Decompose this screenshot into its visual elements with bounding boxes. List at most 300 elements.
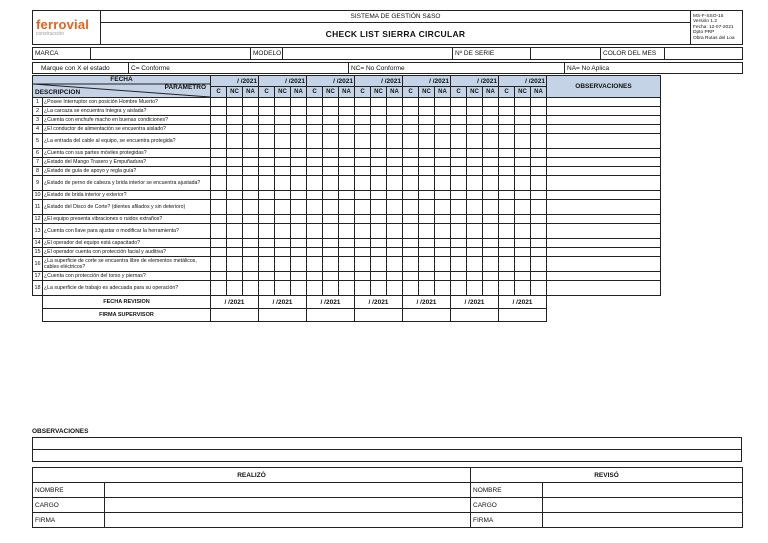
check-cell[interactable] (387, 98, 403, 107)
check-cell[interactable] (483, 125, 499, 134)
check-cell[interactable] (355, 134, 371, 149)
check-cell[interactable] (259, 107, 275, 116)
check-cell[interactable] (499, 158, 515, 167)
check-cell[interactable] (531, 272, 547, 281)
check-cell[interactable] (307, 167, 323, 176)
check-cell[interactable] (227, 257, 243, 272)
check-cell[interactable] (483, 134, 499, 149)
check-cell[interactable] (323, 167, 339, 176)
check-cell[interactable] (259, 257, 275, 272)
check-cell[interactable] (291, 107, 307, 116)
revision-date-cell[interactable]: / /2021 (451, 296, 499, 309)
check-cell[interactable] (355, 167, 371, 176)
check-cell[interactable] (451, 158, 467, 167)
check-cell[interactable] (371, 224, 387, 239)
observation-cell[interactable] (547, 176, 661, 191)
check-cell[interactable] (467, 257, 483, 272)
check-cell[interactable] (531, 116, 547, 125)
check-cell[interactable] (403, 98, 419, 107)
check-cell[interactable] (387, 125, 403, 134)
check-cell[interactable] (259, 281, 275, 296)
check-cell[interactable] (483, 98, 499, 107)
check-cell[interactable] (339, 107, 355, 116)
check-cell[interactable] (291, 116, 307, 125)
check-cell[interactable] (419, 107, 435, 116)
check-cell[interactable] (227, 125, 243, 134)
revision-date-cell[interactable]: / /2021 (403, 296, 451, 309)
check-cell[interactable] (435, 158, 451, 167)
check-cell[interactable] (259, 149, 275, 158)
check-cell[interactable] (339, 239, 355, 248)
check-cell[interactable] (355, 272, 371, 281)
check-cell[interactable] (291, 134, 307, 149)
check-cell[interactable] (355, 158, 371, 167)
check-cell[interactable] (419, 176, 435, 191)
check-cell[interactable] (227, 158, 243, 167)
supervisor-signature-cell[interactable] (403, 309, 451, 322)
check-cell[interactable] (291, 125, 307, 134)
reviso-firma-field[interactable] (543, 513, 743, 528)
check-cell[interactable] (403, 167, 419, 176)
check-cell[interactable] (243, 200, 259, 215)
check-cell[interactable] (275, 149, 291, 158)
check-cell[interactable] (243, 158, 259, 167)
check-cell[interactable] (435, 200, 451, 215)
check-cell[interactable] (307, 257, 323, 272)
check-cell[interactable] (419, 191, 435, 200)
check-cell[interactable] (275, 116, 291, 125)
check-cell[interactable] (275, 107, 291, 116)
check-cell[interactable] (227, 98, 243, 107)
check-cell[interactable] (323, 215, 339, 224)
check-cell[interactable] (499, 98, 515, 107)
observation-cell[interactable] (547, 125, 661, 134)
check-cell[interactable] (339, 98, 355, 107)
check-cell[interactable] (499, 134, 515, 149)
check-cell[interactable] (259, 116, 275, 125)
check-cell[interactable] (483, 116, 499, 125)
check-cell[interactable] (483, 176, 499, 191)
check-cell[interactable] (451, 248, 467, 257)
check-cell[interactable] (419, 272, 435, 281)
check-cell[interactable] (435, 215, 451, 224)
check-cell[interactable] (515, 167, 531, 176)
check-cell[interactable] (227, 116, 243, 125)
check-cell[interactable] (275, 134, 291, 149)
check-cell[interactable] (339, 116, 355, 125)
check-cell[interactable] (371, 116, 387, 125)
check-cell[interactable] (499, 176, 515, 191)
check-cell[interactable] (419, 149, 435, 158)
check-cell[interactable] (371, 248, 387, 257)
check-cell[interactable] (307, 272, 323, 281)
check-cell[interactable] (259, 158, 275, 167)
observation-cell[interactable] (547, 149, 661, 158)
check-cell[interactable] (531, 98, 547, 107)
check-cell[interactable] (323, 257, 339, 272)
check-cell[interactable] (227, 200, 243, 215)
check-cell[interactable] (211, 215, 227, 224)
check-cell[interactable] (499, 224, 515, 239)
check-cell[interactable] (243, 134, 259, 149)
check-cell[interactable] (387, 272, 403, 281)
check-cell[interactable] (451, 257, 467, 272)
serie-field[interactable] (531, 48, 601, 60)
check-cell[interactable] (243, 116, 259, 125)
check-cell[interactable] (387, 167, 403, 176)
observation-cell[interactable] (547, 167, 661, 176)
check-cell[interactable] (467, 149, 483, 158)
check-cell[interactable] (243, 224, 259, 239)
check-cell[interactable] (323, 191, 339, 200)
check-cell[interactable] (387, 239, 403, 248)
check-cell[interactable] (451, 116, 467, 125)
check-cell[interactable] (291, 239, 307, 248)
check-cell[interactable] (371, 149, 387, 158)
check-cell[interactable] (371, 107, 387, 116)
realizo-nombre-field[interactable] (105, 483, 471, 498)
check-cell[interactable] (419, 239, 435, 248)
check-cell[interactable] (355, 224, 371, 239)
check-cell[interactable] (499, 191, 515, 200)
check-cell[interactable] (323, 107, 339, 116)
check-cell[interactable] (323, 116, 339, 125)
check-cell[interactable] (275, 158, 291, 167)
check-cell[interactable] (419, 281, 435, 296)
check-cell[interactable] (403, 200, 419, 215)
check-cell[interactable] (419, 248, 435, 257)
check-cell[interactable] (259, 134, 275, 149)
check-cell[interactable] (435, 134, 451, 149)
check-cell[interactable] (435, 239, 451, 248)
check-cell[interactable] (403, 149, 419, 158)
check-cell[interactable] (515, 158, 531, 167)
check-cell[interactable] (323, 149, 339, 158)
check-cell[interactable] (227, 191, 243, 200)
check-cell[interactable] (467, 281, 483, 296)
check-cell[interactable] (291, 158, 307, 167)
check-cell[interactable] (499, 257, 515, 272)
check-cell[interactable] (243, 248, 259, 257)
check-cell[interactable] (403, 281, 419, 296)
check-cell[interactable] (211, 167, 227, 176)
check-cell[interactable] (243, 272, 259, 281)
observation-cell[interactable] (547, 158, 661, 167)
check-cell[interactable] (275, 239, 291, 248)
check-cell[interactable] (307, 149, 323, 158)
check-cell[interactable] (467, 107, 483, 116)
check-cell[interactable] (467, 224, 483, 239)
check-cell[interactable] (483, 215, 499, 224)
check-cell[interactable] (211, 239, 227, 248)
check-cell[interactable] (371, 215, 387, 224)
check-cell[interactable] (323, 200, 339, 215)
check-cell[interactable] (275, 98, 291, 107)
check-cell[interactable] (275, 191, 291, 200)
check-cell[interactable] (371, 281, 387, 296)
check-cell[interactable] (531, 257, 547, 272)
check-cell[interactable] (291, 281, 307, 296)
check-cell[interactable] (355, 239, 371, 248)
reviso-cargo-field[interactable] (543, 498, 743, 513)
check-cell[interactable] (355, 116, 371, 125)
check-cell[interactable] (387, 257, 403, 272)
supervisor-signature-cell[interactable] (211, 309, 259, 322)
check-cell[interactable] (419, 215, 435, 224)
check-cell[interactable] (307, 176, 323, 191)
check-cell[interactable] (451, 107, 467, 116)
check-cell[interactable] (355, 248, 371, 257)
observation-cell[interactable] (547, 257, 661, 272)
check-cell[interactable] (291, 191, 307, 200)
check-cell[interactable] (323, 248, 339, 257)
check-cell[interactable] (243, 107, 259, 116)
check-cell[interactable] (403, 215, 419, 224)
check-cell[interactable] (371, 98, 387, 107)
check-cell[interactable] (531, 134, 547, 149)
check-cell[interactable] (211, 200, 227, 215)
check-cell[interactable] (435, 125, 451, 134)
check-cell[interactable] (419, 200, 435, 215)
check-cell[interactable] (211, 281, 227, 296)
check-cell[interactable] (515, 248, 531, 257)
check-cell[interactable] (499, 149, 515, 158)
check-cell[interactable] (339, 191, 355, 200)
check-cell[interactable] (403, 239, 419, 248)
check-cell[interactable] (243, 191, 259, 200)
observation-cell[interactable] (547, 281, 661, 296)
check-cell[interactable] (307, 281, 323, 296)
check-cell[interactable] (499, 272, 515, 281)
check-cell[interactable] (211, 125, 227, 134)
check-cell[interactable] (307, 191, 323, 200)
observation-cell[interactable] (547, 191, 661, 200)
check-cell[interactable] (515, 200, 531, 215)
check-cell[interactable] (227, 134, 243, 149)
check-cell[interactable] (499, 239, 515, 248)
check-cell[interactable] (307, 158, 323, 167)
check-cell[interactable] (323, 272, 339, 281)
check-cell[interactable] (403, 191, 419, 200)
check-cell[interactable] (211, 191, 227, 200)
check-cell[interactable] (323, 125, 339, 134)
check-cell[interactable] (499, 125, 515, 134)
check-cell[interactable] (275, 281, 291, 296)
check-cell[interactable] (483, 239, 499, 248)
check-cell[interactable] (275, 272, 291, 281)
check-cell[interactable] (499, 116, 515, 125)
check-cell[interactable] (275, 200, 291, 215)
check-cell[interactable] (259, 191, 275, 200)
check-cell[interactable] (483, 107, 499, 116)
check-cell[interactable] (211, 107, 227, 116)
check-cell[interactable] (307, 239, 323, 248)
check-cell[interactable] (339, 149, 355, 158)
check-cell[interactable] (323, 134, 339, 149)
check-cell[interactable] (483, 191, 499, 200)
check-cell[interactable] (531, 149, 547, 158)
check-cell[interactable] (531, 125, 547, 134)
check-cell[interactable] (515, 281, 531, 296)
check-cell[interactable] (467, 134, 483, 149)
check-cell[interactable] (307, 116, 323, 125)
check-cell[interactable] (403, 272, 419, 281)
check-cell[interactable] (339, 158, 355, 167)
check-cell[interactable] (403, 134, 419, 149)
check-cell[interactable] (339, 125, 355, 134)
check-cell[interactable] (307, 107, 323, 116)
check-cell[interactable] (451, 239, 467, 248)
check-cell[interactable] (243, 125, 259, 134)
check-cell[interactable] (355, 281, 371, 296)
check-cell[interactable] (355, 191, 371, 200)
observation-cell[interactable] (547, 215, 661, 224)
check-cell[interactable] (467, 176, 483, 191)
check-cell[interactable] (371, 176, 387, 191)
check-cell[interactable] (467, 116, 483, 125)
check-cell[interactable] (387, 248, 403, 257)
check-cell[interactable] (339, 134, 355, 149)
supervisor-signature-cell[interactable] (307, 309, 355, 322)
check-cell[interactable] (371, 239, 387, 248)
check-cell[interactable] (467, 158, 483, 167)
check-cell[interactable] (227, 107, 243, 116)
check-cell[interactable] (435, 248, 451, 257)
check-cell[interactable] (515, 176, 531, 191)
check-cell[interactable] (259, 224, 275, 239)
check-cell[interactable] (451, 224, 467, 239)
check-cell[interactable] (323, 239, 339, 248)
check-cell[interactable] (243, 281, 259, 296)
check-cell[interactable] (259, 239, 275, 248)
check-cell[interactable] (307, 215, 323, 224)
check-cell[interactable] (371, 200, 387, 215)
realizo-firma-field[interactable] (105, 513, 471, 528)
observation-cell[interactable] (547, 200, 661, 215)
check-cell[interactable] (291, 224, 307, 239)
check-cell[interactable] (451, 167, 467, 176)
check-cell[interactable] (323, 176, 339, 191)
observation-cell[interactable] (547, 248, 661, 257)
check-cell[interactable] (483, 224, 499, 239)
revision-date-cell[interactable]: / /2021 (355, 296, 403, 309)
check-cell[interactable] (467, 215, 483, 224)
revision-date-cell[interactable]: / /2021 (499, 296, 547, 309)
check-cell[interactable] (531, 176, 547, 191)
observation-cell[interactable] (547, 116, 661, 125)
revision-date-cell[interactable]: / /2021 (211, 296, 259, 309)
check-cell[interactable] (435, 149, 451, 158)
check-cell[interactable] (211, 149, 227, 158)
check-cell[interactable] (483, 158, 499, 167)
check-cell[interactable] (467, 98, 483, 107)
color-field[interactable] (665, 48, 743, 60)
check-cell[interactable] (467, 125, 483, 134)
check-cell[interactable] (531, 191, 547, 200)
check-cell[interactable] (307, 248, 323, 257)
check-cell[interactable] (339, 176, 355, 191)
check-cell[interactable] (259, 98, 275, 107)
check-cell[interactable] (227, 215, 243, 224)
check-cell[interactable] (403, 107, 419, 116)
observation-cell[interactable] (547, 239, 661, 248)
check-cell[interactable] (371, 191, 387, 200)
check-cell[interactable] (451, 215, 467, 224)
reviso-nombre-field[interactable] (543, 483, 743, 498)
check-cell[interactable] (403, 248, 419, 257)
check-cell[interactable] (243, 257, 259, 272)
check-cell[interactable] (211, 116, 227, 125)
check-cell[interactable] (403, 116, 419, 125)
check-cell[interactable] (307, 224, 323, 239)
check-cell[interactable] (291, 167, 307, 176)
observation-cell[interactable] (547, 134, 661, 149)
check-cell[interactable] (435, 272, 451, 281)
check-cell[interactable] (243, 215, 259, 224)
check-cell[interactable] (419, 134, 435, 149)
check-cell[interactable] (451, 134, 467, 149)
check-cell[interactable] (515, 272, 531, 281)
check-cell[interactable] (531, 281, 547, 296)
check-cell[interactable] (387, 107, 403, 116)
check-cell[interactable] (531, 215, 547, 224)
check-cell[interactable] (307, 125, 323, 134)
observaciones-line[interactable] (33, 450, 742, 462)
check-cell[interactable] (515, 191, 531, 200)
check-cell[interactable] (243, 149, 259, 158)
check-cell[interactable] (435, 167, 451, 176)
check-cell[interactable] (243, 239, 259, 248)
check-cell[interactable] (467, 167, 483, 176)
check-cell[interactable] (403, 224, 419, 239)
check-cell[interactable] (435, 257, 451, 272)
check-cell[interactable] (531, 167, 547, 176)
check-cell[interactable] (515, 224, 531, 239)
check-cell[interactable] (275, 176, 291, 191)
check-cell[interactable] (227, 224, 243, 239)
check-cell[interactable] (355, 149, 371, 158)
observation-cell[interactable] (547, 98, 661, 107)
check-cell[interactable] (227, 248, 243, 257)
check-cell[interactable] (355, 107, 371, 116)
check-cell[interactable] (435, 191, 451, 200)
check-cell[interactable] (515, 98, 531, 107)
check-cell[interactable] (339, 167, 355, 176)
check-cell[interactable] (451, 200, 467, 215)
check-cell[interactable] (403, 257, 419, 272)
check-cell[interactable] (451, 176, 467, 191)
supervisor-signature-cell[interactable] (499, 309, 547, 322)
revision-date-cell[interactable]: / /2021 (259, 296, 307, 309)
check-cell[interactable] (483, 257, 499, 272)
check-cell[interactable] (515, 125, 531, 134)
check-cell[interactable] (371, 272, 387, 281)
check-cell[interactable] (515, 215, 531, 224)
check-cell[interactable] (259, 167, 275, 176)
check-cell[interactable] (291, 248, 307, 257)
check-cell[interactable] (291, 98, 307, 107)
check-cell[interactable] (211, 98, 227, 107)
check-cell[interactable] (227, 167, 243, 176)
supervisor-signature-cell[interactable] (259, 309, 307, 322)
check-cell[interactable] (227, 176, 243, 191)
check-cell[interactable] (307, 200, 323, 215)
check-cell[interactable] (419, 257, 435, 272)
check-cell[interactable] (419, 116, 435, 125)
check-cell[interactable] (499, 248, 515, 257)
check-cell[interactable] (355, 257, 371, 272)
check-cell[interactable] (371, 125, 387, 134)
